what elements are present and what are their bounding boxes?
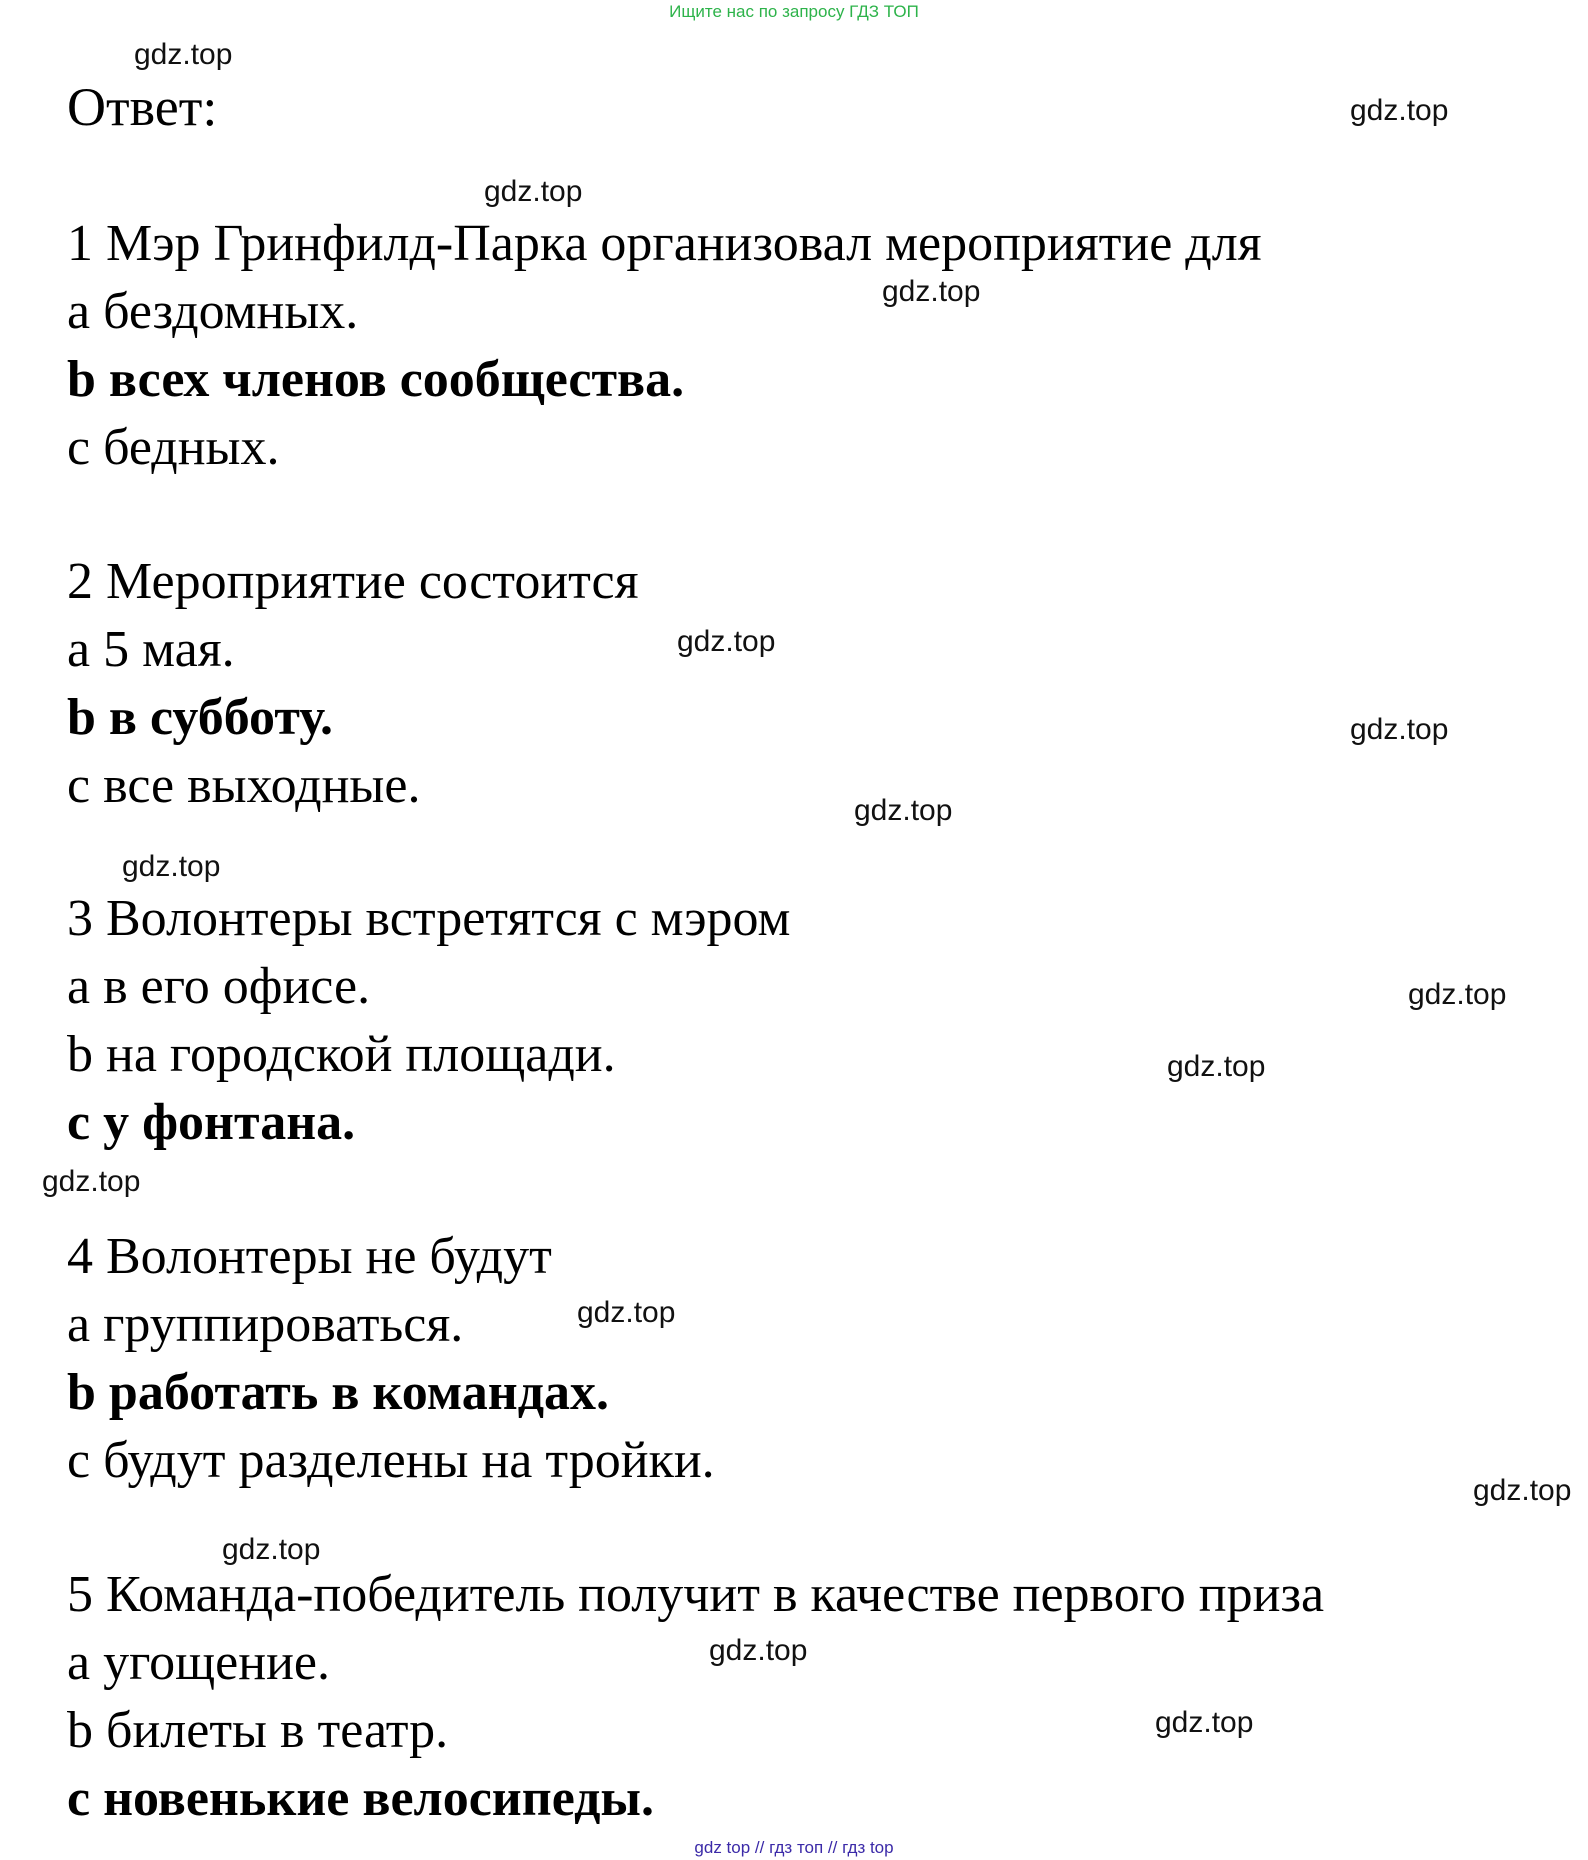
watermark: gdz.top [1155, 1706, 1254, 1739]
question-2-stem: 2 Мероприятие состоится [67, 553, 639, 610]
question-1-option-a: a бездомных. [67, 283, 359, 340]
watermark: gdz.top [42, 1165, 141, 1198]
watermark: gdz.top [677, 625, 776, 658]
watermark: gdz.top [122, 850, 221, 883]
answer-title: Ответ: [67, 77, 218, 137]
watermark: gdz.top [1350, 713, 1449, 746]
question-4-option-c: c будут разделены на тройки. [67, 1432, 715, 1489]
watermark: gdz.top [1167, 1050, 1266, 1083]
watermark: gdz.top [484, 175, 583, 208]
watermark: gdz.top [709, 1634, 808, 1667]
watermark: gdz.top [1408, 978, 1507, 1011]
question-5-stem: 5 Команда-победитель получит в качестве первого приза [67, 1566, 1325, 1623]
watermark: gdz.top [134, 38, 233, 71]
question-1-option-b-correct: b всех членов сообщества. [67, 351, 685, 408]
question-2-option-c: c все выходные. [67, 757, 421, 814]
question-4-option-a: a группироваться. [67, 1296, 464, 1353]
watermark: gdz.top [1473, 1474, 1572, 1507]
question-3-option-c-correct: c у фонтана. [67, 1094, 356, 1151]
question-5-option-a: a угощение. [67, 1634, 330, 1691]
question-3-option-a: a в его офисе. [67, 958, 371, 1015]
question-3-stem: 3 Волонтеры встретятся с мэром [67, 890, 791, 947]
question-1-option-c: c бедных. [67, 419, 280, 476]
question-4-stem: 4 Волонтеры не будут [67, 1228, 552, 1285]
footer: gdz top // гдз топ // гдз top [694, 1838, 894, 1857]
question-5-option-c-correct: c новенькие велосипеды. [67, 1770, 655, 1827]
watermark: gdz.top [222, 1533, 321, 1566]
watermark: gdz.top [577, 1296, 676, 1329]
question-1-stem: 1 Мэр Гринфилд-Парка организовал мероприятие для [67, 215, 1262, 272]
question-5-option-b: b билеты в театр. [67, 1702, 449, 1759]
top-banner: Ищите нас по запросу ГДЗ ТОП [669, 2, 919, 21]
watermark: gdz.top [854, 794, 953, 827]
watermark: gdz.top [882, 275, 981, 308]
question-4-option-b-correct: b работать в командах. [67, 1364, 610, 1421]
question-2-option-b-correct: b в субботу. [67, 689, 333, 746]
question-2-option-a: a 5 мая. [67, 621, 235, 678]
watermark: gdz.top [1350, 94, 1449, 127]
question-3-option-b: b на городской площади. [67, 1026, 616, 1083]
